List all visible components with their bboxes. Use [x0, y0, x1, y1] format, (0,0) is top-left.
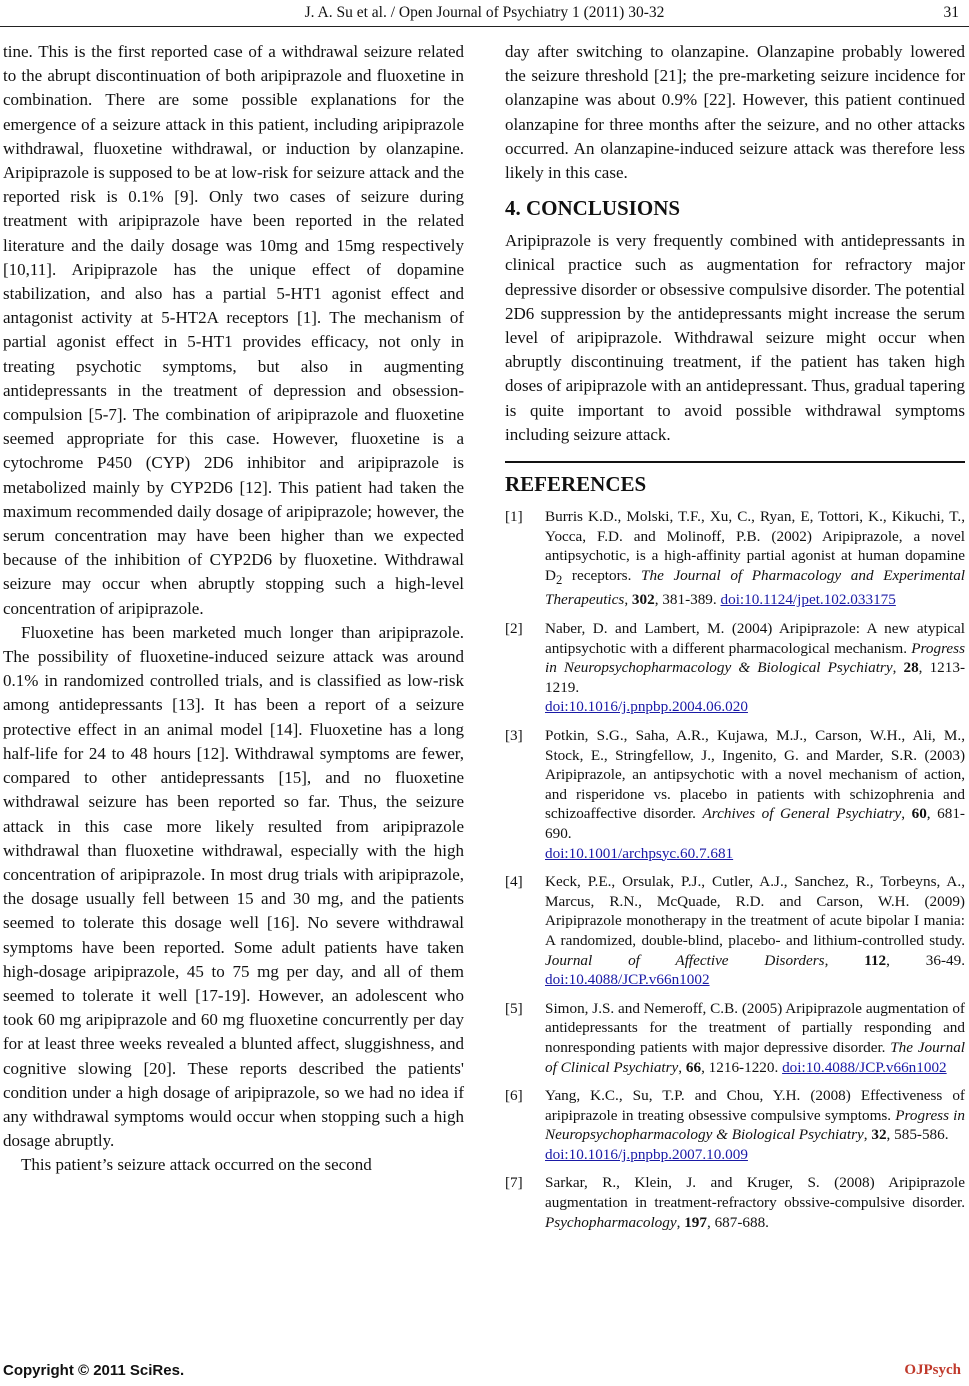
- reference-number: [1]: [505, 508, 523, 526]
- reference-text: Sarkar, R., Klein, J. and Kruger, S. (2008) Aripiprazole augmentation in treatment-refractory obssive-compulsive disorder.: [545, 1174, 965, 1212]
- conclusions-paragraph: Aripiprazole is very frequently combined with antidepressants in clinical practice such as augmentation for refractory major depressive disorder or obsessive compulsive disorder. The potential 2D6 suppression by the antidepressants might increase the serum level of aripiprazole. Withdrawal seizure might occur when abruptly discontinuing treatment, if the patient has taken high doses of aripiprazole with an antidepressant. Thus, gradual tapering is quite important to avoid possible withdrawal symptoms including seizure attack.: [505, 231, 965, 444]
- reference-item: [2] Naber, D. and Lambert, M. (2004) Aripiprazole: A new atypical antipsychotic with a different pharmacological mechanism. Progress in Neuropsychopharmacology & Biological Psychiatry, 28, 1213-1219. doi:10.1016/j.pnpbp.2004.06.020: [505, 620, 966, 716]
- references-rule: [505, 461, 965, 463]
- reference-item: [1] Burris K.D., Molski, T.F., Xu, C., Ryan, E, Tottori, K., Kikuchi, T., Yocca, F.D. and Molinoff, P.B. (2002) Aripiprazole, a novel antipsychotic, is a high-affinity partial agonist at human dopamine $D_2$ receptors. The Journal of Pharmacology and Experimental Therapeutics, 302, 381-389. doi:10.1124/jpet.102.033175: [505, 508, 966, 609]
- reference-pages: , 1216-1220.: [701, 1058, 779, 1076]
- body-paragraph: Fluoxetine has been marketed much longer than aripiprazole. The possibility of fluoxetine-induced seizure attack was around 0.1% in randomized controlled trials, and is classified as low-risk among antidepressants [13]. It has been a report of a seizure protective effect in an animal model [14]. Fluoxetine has a long half-life for 24 to 48 hours [12]. Withdrawal symptoms are fewer, compared to other antidepressants [15], and no fluoxetine withdrawal seizure has been reported so far. Thus, the seizure attack in this case more likely resulted from aripiprazole withdrawal than fluoxetine withdrawal, especially with the high concentration of aripiprazole. In most drug trials with aripiprazole, the dosage usually fell between 15 and 30 mg, and the patients seemed to tolerate this dosage well [16]. No severe withdrawal symptoms have been reported. Some adult patients have taken high-dosage aripiprazole, 45 to 75 mg per day, and all of them seemed to tolerate it well [17-19]. However, an adolescent who took 60 mg aripiprazole and 60 mg fluoxetine concurrently per day for at least three weeks revealed a blunted affect, sluggishness, and cognitive slowing [20]. These reports described the patients' condition under a high dosage of aripiprazole, so we had no idea if any withdrawal symptoms would occur when stopping such a high dosage abruptly.: [3, 622, 464, 1151]
- reference-journal: Journal of Affective Disorders: [545, 951, 825, 969]
- reference-pages: , 681-690.: [545, 805, 965, 842]
- running-head: J. A. Su et al. / Open Journal of Psychiatry 1 (2011) 30-32: [304, 4, 665, 21]
- reference-pages: , 36-49.: [886, 951, 966, 969]
- reference-subscript: 2: [555, 572, 563, 587]
- reference-number: [6]: [505, 1087, 523, 1105]
- reference-text: Burris K.D., Molski, T.F., Xu, C., Ryan, E, Tottori, K., Kikuchi, T., Yocca, F.D. and Molinoff, P.B. (2002) Aripiprazole, a novel antipsychotic, is a high-affinity partial agonist at human dopamine D: [545, 508, 965, 584]
- reference-text-after: receptors.: [562, 566, 632, 584]
- reference-item: [6] Yang, K.C., Su, T.P. and Chou, Y.H. (2008) Effectiveness of aripiprazole in treating obsessive compulsive symptoms. Progress in Neuropsychopharmacology & Biological Psychiatry, 32, 585-586. doi:10.1016/j.pnpbp.2007.10.009: [505, 1087, 965, 1163]
- reference-number: [7]: [505, 1174, 523, 1192]
- doi-link[interactable]: doi:10.4088/JCP.v66n1002: [782, 1058, 947, 1076]
- reference-pages: , 381-389.: [654, 591, 717, 609]
- doi-link[interactable]: doi:10.1124/jpet.102.033175: [720, 591, 896, 609]
- left-column: [3, 40, 464, 1178]
- page-number: 31: [943, 4, 959, 21]
- reference-number: [4]: [505, 873, 523, 891]
- reference-journal: The Journal of Pharmacology and Experimental Therapeutics: [545, 566, 966, 609]
- reference-volume: 32: [871, 1126, 887, 1144]
- reference-item: [7] Sarkar, R., Klein, J. and Kruger, S. (2008) Aripiprazole augmentation in treatment-refractory obssive-compulsive disorder. Psychopharmacology, 197, 687-688.: [505, 1174, 965, 1231]
- doi-link[interactable]: doi:10.1016/j.pnpbp.2007.10.009: [545, 1145, 748, 1163]
- reference-pages: , 1213-1219.: [545, 659, 966, 696]
- reference-text: Potkin, S.G., Saha, A.R., Kujawa, M.J., Carson, W.H., Ali, M., Stock, E., Stringfellow, J., Ingenito, G. and Marder, S.R. (2003) Aripiprazole, an antipsychotic with a novel mechanism of action, and risperidone vs. placebo in patients with schizophrenia and schizoaffective disorder.: [545, 727, 965, 823]
- references-heading: REFERENCES: [505, 472, 647, 497]
- copyright-notice: Copyright © 2011 SciRes.: [3, 1362, 185, 1379]
- reference-volume: 302: [631, 591, 655, 609]
- reference-number: [2]: [505, 620, 523, 638]
- reference-number: [5]: [505, 999, 523, 1017]
- reference-volume: 60: [911, 805, 927, 823]
- body-paragraph: day after switching to olanzapine. Olanzapine probably lowered the seizure threshold [21]; the pre-marketing seizure incidence for olanzapine was about 0.9% [22]. However, this patient continued olanzapine for three months after the seizure, and no other attacks occurred. An olanzapine-induced seizure attack was therefore less likely in this case.: [505, 42, 965, 183]
- body-paragraph: This patient’s seizure attack occurred on the second: [21, 1155, 372, 1175]
- page-footer: [0, 1362, 969, 1386]
- reference-item: [4] Keck, P.E., Orsulak, P.J., Cutler, A.J., Sanchez, R., Torbeyns, A., Marcus, R.N., McQuade, R.D. and Carson, W.H. (2009) Aripiprazole monotherapy in the treatment of acute bipolar I mania: A randomized, double-blind, placebo- and lithium-controlled study. Journal of Affective Disorders, 112, 36-49. doi:10.4088/JCP.v66n1002: [505, 873, 966, 989]
- doi-link[interactable]: doi:10.1001/archpsyc.60.7.681: [545, 844, 734, 862]
- reference-journal: The Journal of Clinical Psychiatry: [545, 1038, 966, 1076]
- reference-item: [3] Potkin, S.G., Saha, A.R., Kujawa, M.J., Carson, W.H., Ali, M., Stock, E., Stringfellow, J., Ingenito, G. and Marder, S.R. (2003) Aripiprazole, an antipsychotic with a novel mechanism of action, and risperidone vs. placebo in patients with schizophrenia and schizoaffective disorder. Archives of General Psychiatry, 60, 681-690. doi:10.1001/archpsyc.60.7.681: [505, 727, 965, 862]
- reference-item: [5] Simon, J.S. and Nemeroff, C.B. (2005) Aripiprazole augmentation of antidepressants for the treatment of partially responding and nonresponding patients with major depressive disorder. The Journal of Clinical Psychiatry, 66, 1216-1220. doi:10.4088/JCP.v66n1002: [505, 999, 966, 1076]
- reference-text: Keck, P.E., Orsulak, P.J., Cutler, A.J., Sanchez, R., Torbeyns, A., Marcus, R.N., McQuade, R.D. and Carson, W.H. (2009) Aripiprazole monotherapy in the treatment of acute bipolar I mania: A randomized, double-blind, placebo- and lithium-controlled study.: [545, 873, 965, 949]
- reference-text: Yang, K.C., Su, T.P. and Chou, Y.H. (2008) Effectiveness of aripiprazole in treating obsessive compulsive symptoms.: [545, 1087, 965, 1124]
- doi-link[interactable]: doi:10.1016/j.pnpbp.2004.06.020: [545, 698, 748, 716]
- reference-pages: , 585-586.: [886, 1126, 949, 1144]
- reference-text: Simon, J.S. and Nemeroff, C.B. (2005) Aripiprazole augmentation of antidepressants for the treatment of partially responding and nonresponding patients with major depressive disorder.: [545, 999, 965, 1056]
- reference-journal: Psychopharmacology: [545, 1213, 677, 1231]
- page-header: [0, 0, 969, 30]
- journal-abbreviation: OJPsych: [904, 1362, 961, 1378]
- reference-volume: 28: [903, 659, 919, 677]
- conclusions-heading: 4. CONCLUSIONS: [505, 196, 681, 221]
- header-rule: [0, 26, 969, 27]
- right-column: [505, 40, 965, 1241]
- reference-pages: , 687-688.: [706, 1213, 769, 1231]
- reference-journal: Archives of General Psychiatry: [702, 805, 902, 823]
- reference-volume: 66: [685, 1058, 702, 1076]
- reference-volume: 197: [684, 1213, 707, 1231]
- reference-journal: Progress in Neuropsychopharmacology & Biological Psychiatry: [545, 639, 965, 677]
- reference-volume: 112: [864, 951, 887, 969]
- doi-link[interactable]: doi:10.4088/JCP.v66n1002: [545, 971, 710, 989]
- reference-journal: Progress in Neuropsychopharmacology & Biological Psychiatry: [545, 1106, 965, 1144]
- reference-text: Naber, D. and Lambert, M. (2004) Aripiprazole: A new atypical antipsychotic with a different pharmacological mechanism.: [545, 620, 965, 657]
- body-paragraph: tine. This is the first reported case of a withdrawal seizure related to the abrupt discontinuation of both aripiprazole and fluoxetine in combination. There are some possible explanations for the emergence of a seizure attack in this patient, including aripiprazole withdrawal, fluoxetine withdrawal, or induction by olanzapine. Aripiprazole is supposed to be at low-risk for seizure attack and the reported risk is 0.1% [9]. Only two cases of seizure during treatment with aripiprazole have been reported in the related literature and the daily dosage was 10mg and 15mg respectively [10,11]. Aripiprazole has the unique effect of dopamine stabilization, and also has a partial 5-HT1 agonist effect and antagonist activity at 5-HT2A receptors [1]. The mechanism of partial agonist effect in 5-HT1 provides efficacy, not only in treating psychotic symptoms, but also in augmenting antidepressants in the treatment of depression and obsession-compulsion [5-7]. The combination of aripiprazole and fluoxetine seemed appropriate for this case. However, fluoxetine is a cytochrome P450 (CYP) 2D6 inhibitor and aripiprazole is metabolized mainly by CYP2D6 [12]. This patient had taken the maximum recommended daily dosage of aripiprazole; however, the serum concentration may have been higher than we expected because of the inhibition of CYP2D6 by fluoxetine. Withdrawal seizure may occur when abruptly stopping such a high-level concentration of aripiprazole.: [3, 42, 464, 618]
- reference-number: [3]: [505, 727, 523, 745]
